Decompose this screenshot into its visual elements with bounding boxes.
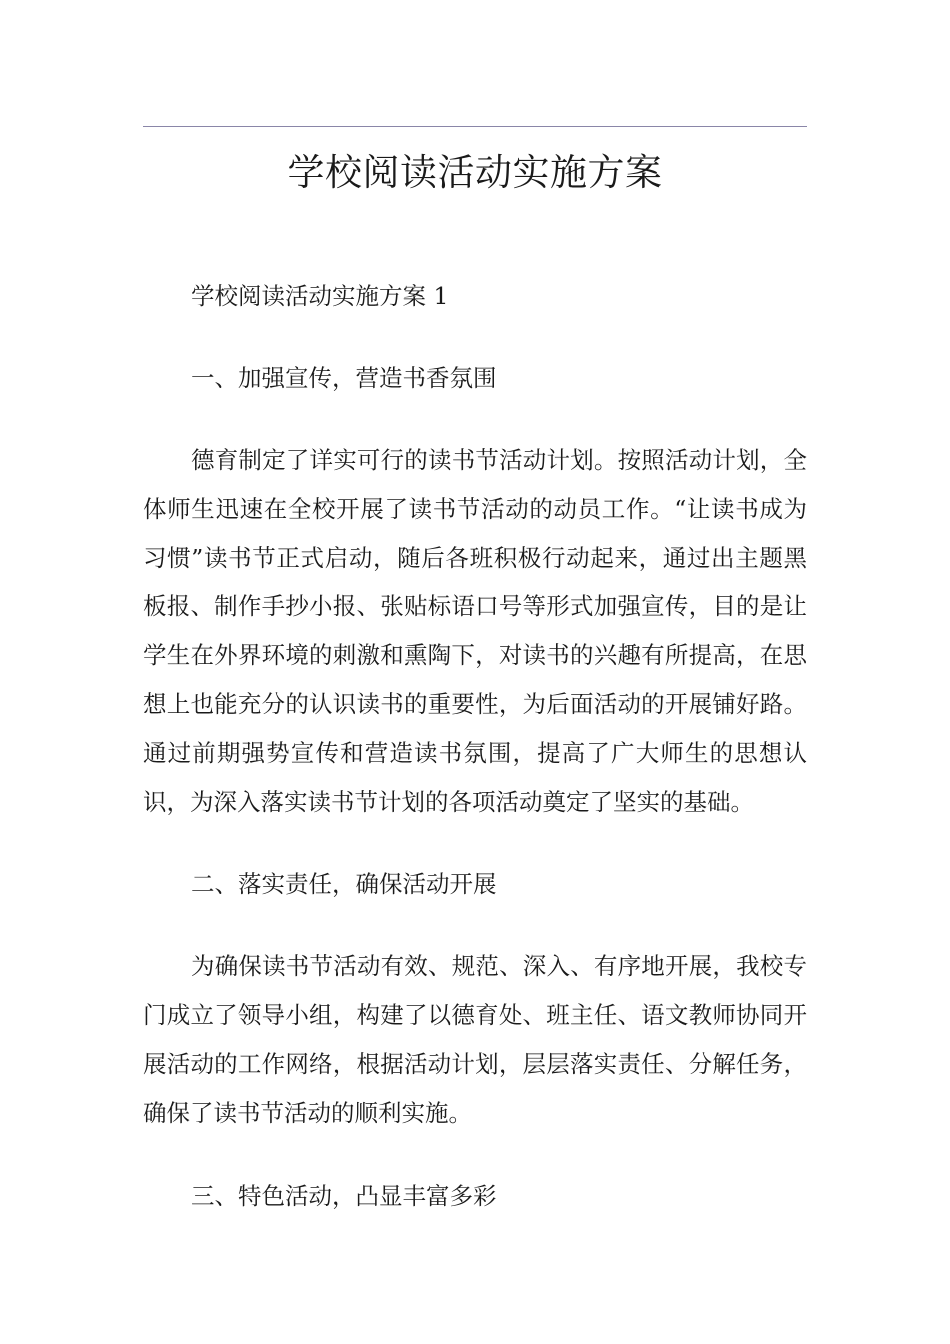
section-2-heading: 二、落实责任，确保活动开展 [191,870,497,899]
document-body [143,272,807,1254]
header-rule [143,126,807,127]
section-3-heading: 三、特色活动，凸显丰富多彩 [191,1181,497,1210]
section-2-paragraph: 为确保读书节活动有效、规范、深入、有序地开展，我校专门成立了领导小组，构建了以德育处、班主任、语文教师协同开展活动的工作网络，根据活动计划，层层落实责任、分解任务，确保了读书节活动的顺利实施。 [143,952,807,1127]
section-1-heading: 一、加强宣传，营造书香氛围 [191,364,497,392]
document-title: 学校阅读活动实施方案 [287,151,663,194]
section-1-paragraph: 德育制定了详实可行的读书节活动计划。按照活动计划，全体师生迅速在全校开展了读书节活动的动员工作。“让读书成为习惯”读书节正式启动，随后各班积极行动起来，通过出主题黑板报、制作手抄小报、张贴标语口号等形式加强宣传，目的是让学生在外界环境的刺激和熏陶下，对读书的兴趣有所提高，在思想上也能充分的认识读书的重要性，为后面活动的开展铺好路。通过前期强势宣传和营造读书氛围，提高了广大师生的思想认识，为深入落实读书节计划的各项活动奠定了坚实的基础。 [143,446,807,816]
document-subtitle: 学校阅读活动实施方案 1 [191,282,449,310]
